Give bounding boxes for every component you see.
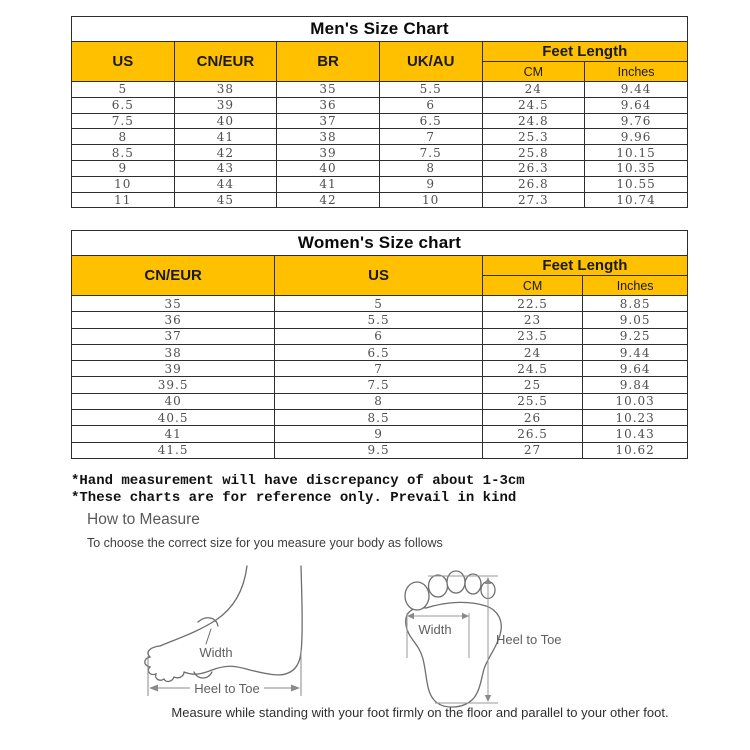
table-cell: 35 xyxy=(72,296,275,312)
table-cell: 9.84 xyxy=(583,377,688,393)
table-cell: 41 xyxy=(72,426,275,442)
table-cell: 26.8 xyxy=(482,176,585,192)
table-cell: 22.5 xyxy=(482,296,582,312)
table-row xyxy=(72,113,688,129)
womens-col-us: US xyxy=(275,256,483,296)
table-cell: 7.5 xyxy=(275,377,483,393)
table-cell: 39 xyxy=(174,97,277,113)
table-row xyxy=(72,393,688,409)
table-cell: 40 xyxy=(72,393,275,409)
foot-top-view-diagram xyxy=(393,563,613,710)
table-cell: 40.5 xyxy=(72,410,275,426)
table-cell: 42 xyxy=(277,192,380,208)
table-cell: 10.43 xyxy=(583,426,688,442)
table-cell: 10.62 xyxy=(583,442,688,458)
table-cell: 11 xyxy=(72,192,175,208)
table-cell: 38 xyxy=(174,82,277,98)
table-cell: 27 xyxy=(482,442,582,458)
table-row xyxy=(72,328,688,344)
table-cell: 9.64 xyxy=(583,361,688,377)
table-cell: 25.3 xyxy=(482,129,585,145)
womens-col-inches: Inches xyxy=(583,276,688,296)
top-view-width-label: Width xyxy=(418,622,452,637)
table-cell: 37 xyxy=(277,113,380,129)
table-cell: 7 xyxy=(379,129,482,145)
table-cell: 24.8 xyxy=(482,113,585,129)
table-cell: 7.5 xyxy=(379,145,482,161)
womens-table-title: Women's Size chart xyxy=(72,231,688,256)
table-cell: 24.5 xyxy=(482,361,582,377)
table-row xyxy=(72,192,688,208)
foot-side-view-diagram xyxy=(138,560,328,702)
table-cell: 5.5 xyxy=(275,312,483,328)
table-row xyxy=(72,296,688,312)
side-view-heel-to-toe-label: Heel to Toe xyxy=(194,681,260,696)
table-cell: 25.8 xyxy=(482,145,585,161)
top-view-heel-to-toe-label: Heel to Toe xyxy=(496,632,562,647)
mens-size-table xyxy=(71,16,688,208)
table-cell: 40 xyxy=(174,113,277,129)
womens-table-body xyxy=(72,296,688,459)
table-cell: 38 xyxy=(277,129,380,145)
womens-col-cneur: CN/EUR xyxy=(72,256,275,296)
table-cell: 36 xyxy=(277,97,380,113)
table-cell: 5 xyxy=(72,82,175,98)
table-row xyxy=(72,145,688,161)
table-cell: 9.44 xyxy=(583,344,688,360)
table-cell: 10 xyxy=(379,192,482,208)
table-cell: 8.5 xyxy=(72,145,175,161)
table-cell: 10.03 xyxy=(583,393,688,409)
table-row xyxy=(72,129,688,145)
womens-col-feet-length: Feet Length xyxy=(482,256,687,276)
table-cell: 8.5 xyxy=(275,410,483,426)
measure-caption: Measure while standing with your foot firmly on the floor and parallel to your other foot. xyxy=(171,705,669,720)
table-cell: 24 xyxy=(482,344,582,360)
table-cell: 38 xyxy=(72,344,275,360)
table-cell: 41 xyxy=(174,129,277,145)
table-row xyxy=(72,344,688,360)
table-cell: 9.76 xyxy=(585,113,688,129)
table-cell: 5.5 xyxy=(379,82,482,98)
table-row xyxy=(72,82,688,98)
womens-size-table xyxy=(71,230,688,459)
table-cell: 43 xyxy=(174,160,277,176)
table-cell: 44 xyxy=(174,176,277,192)
table-cell: 24.5 xyxy=(482,97,585,113)
table-row xyxy=(72,312,688,328)
table-cell: 26.3 xyxy=(482,160,585,176)
table-cell: 6.5 xyxy=(72,97,175,113)
table-row xyxy=(72,361,688,377)
table-cell: 37 xyxy=(72,328,275,344)
table-cell: 26.5 xyxy=(482,426,582,442)
table-cell: 9.64 xyxy=(585,97,688,113)
table-cell: 10 xyxy=(72,176,175,192)
table-cell: 42 xyxy=(174,145,277,161)
mens-col-br: BR xyxy=(277,42,380,82)
table-cell: 35 xyxy=(277,82,380,98)
table-row xyxy=(72,410,688,426)
table-cell: 39.5 xyxy=(72,377,275,393)
mens-col-cm: CM xyxy=(482,62,585,82)
table-cell: 10.55 xyxy=(585,176,688,192)
table-cell: 6.5 xyxy=(275,344,483,360)
table-cell: 9.25 xyxy=(583,328,688,344)
table-cell: 24 xyxy=(482,82,585,98)
table-cell: 10.23 xyxy=(583,410,688,426)
table-cell: 7.5 xyxy=(72,113,175,129)
table-cell: 9 xyxy=(72,160,175,176)
table-cell: 23 xyxy=(482,312,582,328)
mens-col-ukau: UK/AU xyxy=(379,42,482,82)
table-cell: 8 xyxy=(72,129,175,145)
measurement-notes xyxy=(71,473,525,507)
womens-col-cm: CM xyxy=(482,276,582,296)
table-cell: 23.5 xyxy=(482,328,582,344)
table-cell: 10.35 xyxy=(585,160,688,176)
table-cell: 27.3 xyxy=(482,192,585,208)
table-cell: 6 xyxy=(379,97,482,113)
how-to-measure-subtitle: To choose the correct size for you measure your body as follows xyxy=(87,536,443,550)
table-cell: 39 xyxy=(72,361,275,377)
table-cell: 9.5 xyxy=(275,442,483,458)
table-cell: 9 xyxy=(379,176,482,192)
table-cell: 10.74 xyxy=(585,192,688,208)
table-row xyxy=(72,160,688,176)
table-cell: 25 xyxy=(482,377,582,393)
mens-col-feet-length: Feet Length xyxy=(482,42,688,62)
note-line-2: *These charts are for reference only. Prevail in kind xyxy=(71,490,517,506)
table-cell: 41 xyxy=(277,176,380,192)
table-cell: 9.44 xyxy=(585,82,688,98)
table-row xyxy=(72,426,688,442)
table-cell: 8 xyxy=(379,160,482,176)
note-line-1: *Hand measurement will have discrepancy of about 1-3cm xyxy=(71,473,525,489)
table-cell: 40 xyxy=(277,160,380,176)
table-cell: 25.5 xyxy=(482,393,582,409)
table-cell: 6 xyxy=(275,328,483,344)
table-cell: 9 xyxy=(275,426,483,442)
table-row xyxy=(72,97,688,113)
mens-col-us: US xyxy=(72,42,175,82)
table-cell: 8.85 xyxy=(583,296,688,312)
mens-col-inches: Inches xyxy=(585,62,688,82)
table-cell: 9.96 xyxy=(585,129,688,145)
table-cell: 26 xyxy=(482,410,582,426)
table-cell: 5 xyxy=(275,296,483,312)
table-cell: 36 xyxy=(72,312,275,328)
table-cell: 9.05 xyxy=(583,312,688,328)
table-cell: 41.5 xyxy=(72,442,275,458)
table-cell: 6.5 xyxy=(379,113,482,129)
table-cell: 7 xyxy=(275,361,483,377)
table-cell: 10.15 xyxy=(585,145,688,161)
mens-table-body xyxy=(72,82,688,208)
table-row xyxy=(72,442,688,458)
table-cell: 8 xyxy=(275,393,483,409)
table-cell: 39 xyxy=(277,145,380,161)
table-row xyxy=(72,377,688,393)
table-row xyxy=(72,176,688,192)
table-cell: 45 xyxy=(174,192,277,208)
mens-table-title: Men's Size Chart xyxy=(72,17,688,42)
mens-col-cneur: CN/EUR xyxy=(174,42,277,82)
side-view-width-label: Width xyxy=(199,645,233,660)
how-to-measure-heading: How to Measure xyxy=(87,511,200,528)
